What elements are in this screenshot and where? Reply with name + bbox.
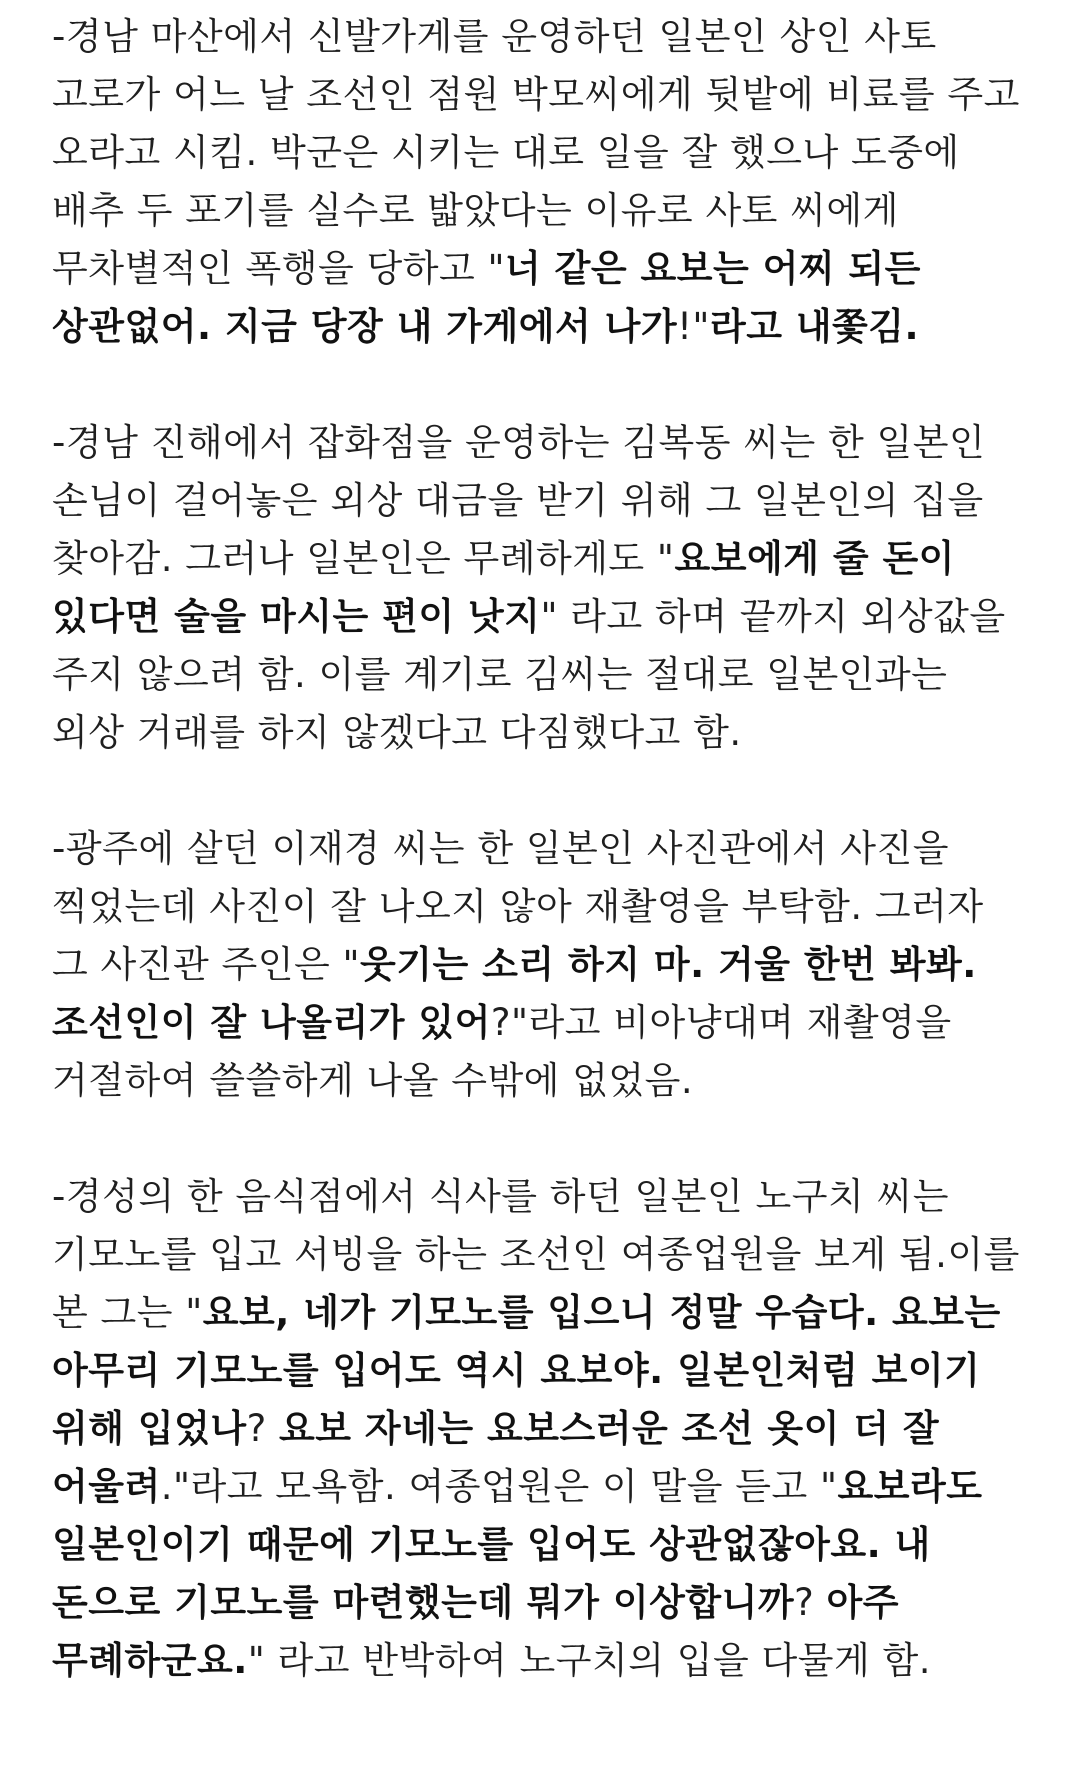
bold-quote: 요보라도 일본인이기 때문에 기모노를 입어도 상관없잖아요. 내 돈으로 기모노를 마련했는데 뭐가 이상합니까	[52, 1465, 983, 1624]
bold-text: 라고 내쫓김.	[709, 305, 920, 348]
text-segment: !"	[677, 305, 710, 348]
text-segment: -광주에 살던 이재경 씨는 한 일본인 사진관에서 사진을 찍었는데 사진이 잘 나오지 않아 재촬영을 부탁함. 그러자 그 사진관 주인은 "	[52, 827, 984, 986]
bold-quote: 요보, 네가 기모노를 입으니 정말 우습다. 요보는 아무리 기모노를 입어도 역시 요보야. 일본인처럼 보이기 위해 입었나	[52, 1291, 1001, 1450]
bold-quote: 너 같은 요보는 어찌 되든 상관없어. 지금 당장 내 가게에서 나가	[52, 247, 921, 348]
text-segment: -경남 마산에서 신발가게를 운영하던 일본인 상인 사토 고로가 어느 날 조선인 점원 박모씨에게 뒷밭에 비료를 주고 오라고 시킴. 박군은 시키는 대로 일을 잘 했으나 도중에 배추 두 포기를 실수로 밟았다는 이유로 사토 씨에게 무차별적인 폭행을 당하고 "	[52, 15, 1020, 290]
text-segment: ?"라고 비아냥대며 재촬영을 거절하여 쓸쓸하게 나올 수밖에 없었음.	[52, 1001, 952, 1102]
bold-quote: 아주 무례하군요.	[52, 1581, 900, 1682]
text-segment: -경남 진해에서 잡화점을 운영하는 김복동 씨는 한 일본인 손님이 걸어놓은 외상 대금을 받기 위해 그 일본인의 집을 찾아감. 그러나 일본인은 무례하게도 "	[52, 421, 986, 580]
paragraph-masan-shoe-store	[52, 8, 1032, 356]
text-segment: ?	[794, 1581, 827, 1624]
paragraph-jinhae-general-store	[52, 414, 1032, 762]
paragraph-gwangju-photo-studio	[52, 820, 1032, 1110]
text-segment: ?	[246, 1407, 279, 1450]
text-segment: " 라고 반박하여 노구치의 입을 다물게 함.	[247, 1639, 931, 1682]
text-segment: " 라고 하며 끝까지 외상값을 주지 않으려 함. 이를 계기로 김씨는 절대로 일본인과는 외상 거래를 하지 않겠다고 다짐했다고 함.	[52, 595, 1006, 754]
paragraph-gyeongseong-restaurant	[52, 1168, 1032, 1690]
bold-quote: 요보에게 줄 돈이 있다면 술을 마시는 편이 낫지	[52, 537, 955, 638]
bold-quote: 요보 자네는 요보스러운 조선 옷이 더 잘 어울려	[52, 1407, 940, 1508]
article-body	[52, 8, 1032, 1690]
text-segment: ."라고 모욕함. 여종업원은 이 말을 듣고 "	[160, 1465, 838, 1508]
text-segment: -경성의 한 음식점에서 식사를 하던 일본인 노구치 씨는 기모노를 입고 서빙을 하는 조선인 여종업원을 보게 됨.이를 본 그는 "	[52, 1175, 1020, 1334]
bold-quote: 웃기는 소리 하지 마. 거울 한번 봐봐. 조선인이 잘 나올리가 있어	[52, 943, 977, 1044]
